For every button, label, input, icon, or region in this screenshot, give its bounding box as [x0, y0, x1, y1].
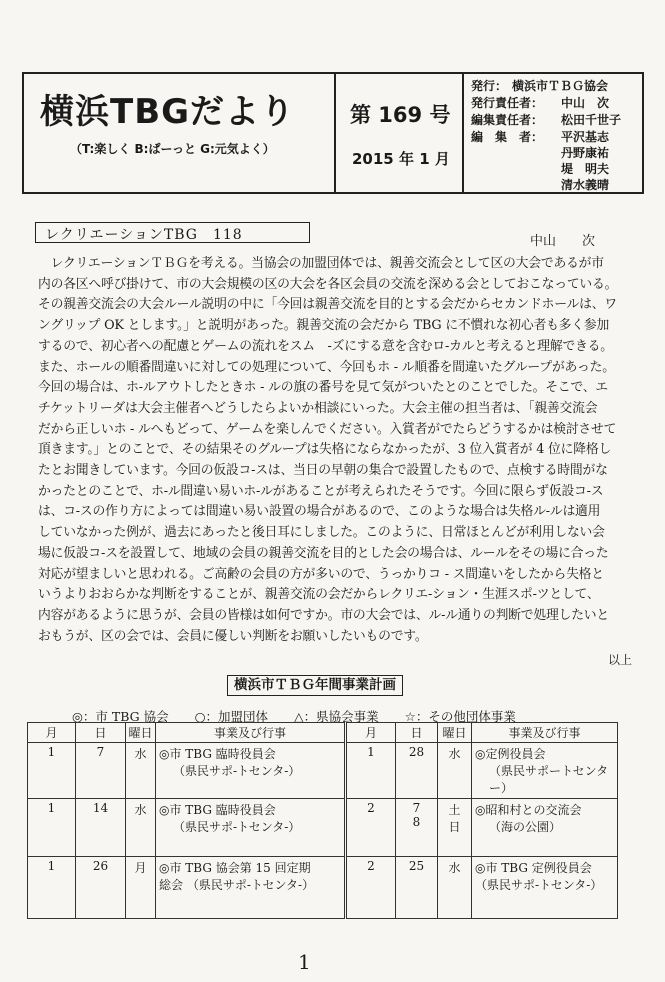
event-venue: （県民サポ-トセンタ-） [173, 820, 301, 834]
article-line: 今回の場合は、ホ-ルアウトしたときホ - ルの旗の番号を見て気がついたとのことでした。そこで、エ [38, 380, 608, 396]
weekday-cell [438, 799, 472, 857]
legend-item: △：県協会事業 [294, 709, 379, 724]
event-venue: （県民サポ-トセンタ-） [173, 764, 301, 778]
event-venue: （海の公園） [489, 820, 562, 834]
schedule-table [27, 722, 618, 919]
publisher-row [471, 79, 608, 94]
article-line: その親善交流会の大会ルール説明の中に「今回は親善交流を目的とする会だからセカンドホールは、ワ [38, 297, 617, 313]
event-cell [472, 799, 618, 857]
table-header-row [28, 723, 618, 743]
event-cell [156, 857, 346, 919]
event-name: ◎市 TBG 定例役員会 [475, 861, 592, 875]
article-body [38, 254, 650, 647]
legend-item: ☆：その他団体事業 [404, 709, 516, 724]
weekday-value: 土 [448, 803, 461, 817]
article-line: 内容があるように思うが、会員の皆様は如何ですか。市の大会では、ル-ル通りの判断で処理したいと [38, 607, 609, 623]
editor-name: 堤 明夫 [561, 162, 610, 176]
masthead-divider [462, 72, 464, 194]
month-cell: 1 [28, 857, 76, 919]
newsletter-title: 横浜TBGだより [40, 92, 296, 132]
article-line: また、ホールの順番間違いに対しての処理について、今回もホ - ル順番を間違いたグループがあった。 [38, 359, 615, 375]
article-line: かったとのことで、ホ-ル間違い易いホ-ルがあることが考えられたそうです。今回に限らず仮設コ-ス [38, 483, 604, 499]
legend-item: ○：加盟団体 [194, 709, 269, 724]
event-cell [472, 857, 618, 919]
event-name: ◎定例役員会 [475, 747, 546, 761]
editor-name: 清水義晴 [561, 178, 610, 192]
column-header: 曜日 [438, 723, 472, 743]
masthead-divider [334, 72, 336, 194]
article-line: いうよりおおらかな判断をすることが、親善交流の会だからレクリエ-ション・生涯スポ-ツとして、 [38, 587, 600, 603]
publisher-row [471, 96, 609, 111]
event-venue: （県民サポートセンター） [489, 764, 609, 795]
table-row [28, 743, 618, 799]
event-venue: （県民サポ-トセンタ-） [475, 878, 603, 892]
table-row [28, 799, 618, 857]
day-cell [396, 799, 438, 857]
article-line: していなかった例が、過去にあったと後日耳にしました。このように、日常ほとんどが利用しない会 [38, 525, 605, 541]
issue-number: 第 169 号 [350, 103, 451, 127]
event-cell [156, 799, 346, 857]
publisher-label: 編集責任者： [471, 113, 544, 127]
article-line: だから正しいホ - ルへもどって、ゲームを楽しんでください。入賞者がでたらどうするかは検討させて [38, 421, 617, 437]
weekday-cell: 水 [126, 799, 156, 857]
publisher-value: 横浜市ＴＢＧ協会 [512, 79, 609, 93]
day-value: 25 [408, 859, 425, 873]
day-cell [396, 857, 438, 919]
day-cell: 14 [76, 799, 126, 857]
article-line: たとお聞きしています。今回の仮設コ-スは、当日の早朝の集合で設置したもので、点検する時間がな [38, 463, 608, 479]
column-header: 月 [346, 723, 396, 743]
weekday-cell: 月 [126, 857, 156, 919]
publisher-label: 編 集 者： [471, 130, 544, 144]
publisher-value: 中山 次 [561, 96, 610, 110]
article-closing: 以上 [608, 653, 633, 667]
article-line: は、コ-スの作り方によっては間違い易い設置の場合があるので、このような場合は失格ル-ルは適用 [38, 504, 601, 520]
weekday-value: 日 [448, 820, 461, 834]
issue-date: 2015 年 1 月 [352, 150, 450, 168]
month-cell: 1 [28, 799, 76, 857]
day-cell: 26 [76, 857, 126, 919]
publisher-row [471, 130, 609, 145]
column-header: 日 [76, 723, 126, 743]
event-name: ◎市 TBG 協会第 15 回定期 [159, 861, 311, 875]
editor-name: 丹野康祐 [561, 146, 610, 160]
weekday-value: 水 [448, 861, 461, 875]
legend-item: ◎：市 TBG 協会 [72, 709, 169, 724]
event-cell [156, 743, 346, 799]
article-title: レクリエーションTBG 118 [45, 227, 243, 243]
article-line: おもうが、区の会では、会員に優しい判断をお願いしたいものです。 [38, 628, 428, 644]
article-line: するので、初心者への配慮とゲームの流れをスム -ズにする意を含むロ-カルと考えると理解できる。 [38, 338, 613, 354]
publisher-label: 発行： [471, 79, 508, 93]
day-value: 8 [412, 815, 421, 829]
publisher-label: 発行責任者： [471, 96, 544, 110]
plan-title: 横浜市ＴＢＧ年間事業計画 [227, 675, 403, 696]
table-row [28, 857, 618, 919]
page-number: 1 [298, 950, 311, 974]
weekday-cell: 水 [126, 743, 156, 799]
event-name: ◎昭和村との交流会 [475, 803, 582, 817]
article-line: 内の各区へ呼び掛けて、市の大会規模の区の大会を各区会員の交流を深める会としておこなっている。 [38, 276, 618, 292]
weekday-value: 水 [448, 747, 461, 761]
column-header: 月 [28, 723, 76, 743]
month-cell: 2 [346, 857, 396, 919]
event-cell [472, 743, 618, 799]
column-header: 曜日 [126, 723, 156, 743]
column-header: 事業及び行事 [472, 723, 618, 743]
publisher-value: 松田千世子 [561, 113, 622, 127]
column-header: 事業及び行事 [156, 723, 346, 743]
article-line: 頂きます。」とのことで、その結果そのグループは失格にならなかったが、3 位入賞者が 4 位に降格し [38, 442, 612, 458]
publisher-row [471, 113, 621, 128]
month-cell: 1 [346, 743, 396, 799]
article-line: レクリエーションＴＢＧを考える。当協会の加盟団体では、親善交流会として区の大会であるが市 [38, 256, 604, 271]
event-venue: 総会 （県民サポ-トセンタ-） [159, 878, 315, 892]
day-value: 7 [412, 801, 421, 815]
month-cell: 1 [28, 743, 76, 799]
publisher-value: 平沢基志 [561, 130, 610, 144]
day-cell: 7 [76, 743, 126, 799]
newsletter-subtitle: （T:楽しく B:ぱーっと G:元気よく） [70, 142, 275, 156]
weekday-cell [438, 743, 472, 799]
event-name: ◎市 TBG 臨時役員会 [159, 803, 276, 817]
article-line: 場に仮設コ-スを設置して、地域の会員の親善交流を目的とした会の場合は、ルールをその場に合った [38, 545, 609, 561]
article-line: ングリップ OK とします。」と説明があった。親善交流の会だから TBG に不慣れな初心者も多く参加 [38, 318, 610, 334]
day-cell [396, 743, 438, 799]
article-line: チケットリーダは大会主催者へどうしたらよいか相談にいった。大会主催の担当者は、「親善交流会 [38, 400, 598, 416]
day-value: 28 [408, 745, 425, 759]
column-header: 日 [396, 723, 438, 743]
article-author: 中山 次 [530, 234, 596, 249]
weekday-cell [438, 857, 472, 919]
month-cell: 2 [346, 799, 396, 857]
event-name: ◎市 TBG 臨時役員会 [159, 747, 276, 761]
article-line: 対応が望ましいと思われる。ご高齢の会員の方が多いので、うっかりコ - ス間違いをしたから失格と [38, 566, 604, 582]
